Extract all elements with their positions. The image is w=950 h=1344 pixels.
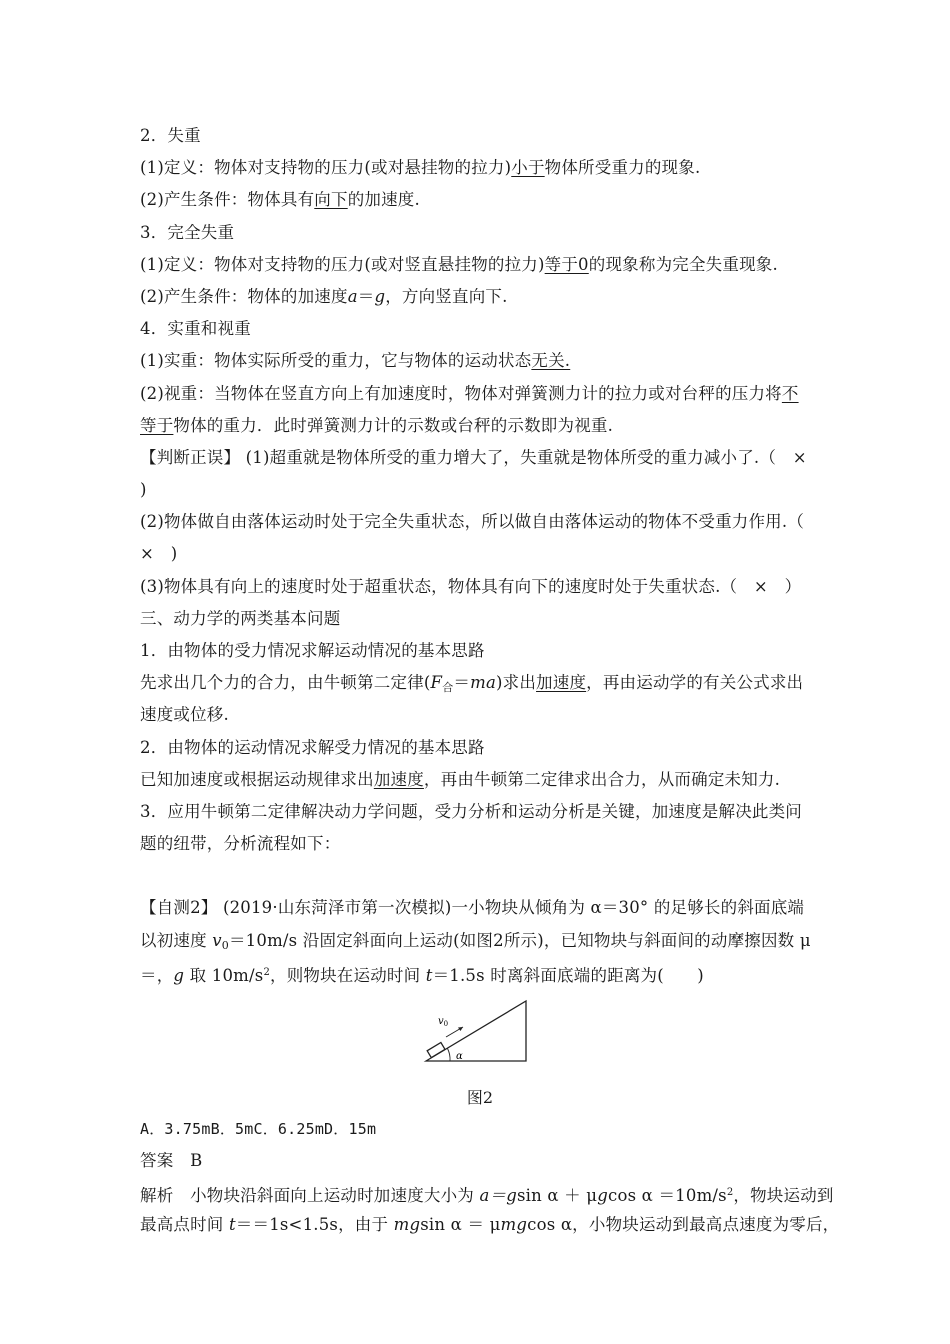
- judge-item: (2)物体做自由落体运动时处于完全失重状态，所以做自由落体运动的物体不受重力作用.（: [140, 512, 805, 532]
- judge-item: ): [140, 480, 147, 500]
- section-title: 3．完全失重: [140, 222, 235, 242]
- v0-label: [438, 1016, 448, 1028]
- paragraph: 题的纽带，分析流程如下：: [140, 834, 341, 854]
- var-g: g: [597, 1186, 608, 1206]
- text: ＝，: [140, 965, 174, 985]
- paragraph: [140, 345, 820, 377]
- paragraph: [140, 764, 820, 796]
- var-t: t: [425, 965, 433, 985]
- text: 解析 小物块沿斜面向上运动时加速度大小为: [140, 1186, 480, 1206]
- analysis: [140, 1177, 834, 1209]
- section-title: 1．由物体的受力情况求解运动情况的基本思路: [140, 641, 485, 660]
- text: (1)实重：物体实际所受的重力，它与物体的运动状态: [140, 351, 532, 371]
- paragraph: [140, 249, 820, 281]
- test-question: 【自测2】 (2019·山东菏泽市第一次模拟)一小物块从倾角为 α＝30° 的足够长的斜面底端: [140, 898, 805, 918]
- figure-caption: 图2: [466, 1087, 494, 1107]
- block: [427, 1042, 445, 1057]
- paragraph: [140, 378, 820, 410]
- text: ，再由运动学的有关公式求出: [586, 673, 804, 693]
- var-a: a: [347, 286, 358, 306]
- var-F: F: [430, 673, 443, 693]
- formula: sin α ＝ μ: [420, 1215, 501, 1235]
- subscript: 0: [221, 938, 229, 952]
- paragraph: [140, 281, 820, 313]
- answer: 答案 B: [140, 1151, 203, 1171]
- formula: mg: [500, 1215, 528, 1235]
- blank-answer: 无关.: [531, 351, 571, 371]
- blank-answer: 等于: [140, 415, 174, 435]
- superscript: 2: [726, 1187, 734, 1199]
- var-v: v: [212, 930, 222, 950]
- test-question: [140, 957, 820, 989]
- var-g: g: [374, 286, 386, 306]
- document-page: [140, 120, 840, 1242]
- formula: cos α ＝10m/s: [608, 1186, 727, 1206]
- superscript: 2: [263, 966, 270, 978]
- angle-label: α: [456, 1050, 463, 1062]
- paragraph: [140, 667, 820, 699]
- formula: a＝g: [479, 1186, 517, 1206]
- blank-answer: 等于0: [544, 254, 589, 274]
- analysis: [140, 1209, 840, 1241]
- incline-diagram: [420, 997, 540, 1067]
- text: 先求出几个力的合力，由牛顿第二定律(: [140, 673, 431, 693]
- test-question: [140, 925, 820, 957]
- text: ，则物块在运动时间: [270, 965, 426, 985]
- text: (2)视重：当物体在竖直方向上有加速度时，物体对弹簧测力计的拉力或对台秤的压力将: [140, 383, 782, 403]
- v-subscript: 0: [443, 1019, 449, 1028]
- blank-answer: 向下: [314, 190, 348, 210]
- var-ma: ma: [470, 673, 496, 693]
- text: )求出: [496, 673, 537, 693]
- section-title: 2．由物体的运动情况求解受力情况的基本思路: [140, 737, 485, 757]
- text: ，再由牛顿第二定律求出合力，从而确定未知力.: [423, 769, 781, 789]
- part-title: 三、动力学的两类基本问题: [140, 608, 341, 628]
- judge-item: 【判断正误】 (1)超重就是物体所受的重力增大了，失重就是物体所受的重力减小了.（ ×: [140, 447, 807, 467]
- text: 物体的重力．此时弹簧测力计的示数或台秤的示数即为视重.: [173, 415, 614, 435]
- incline-figure: [140, 993, 820, 1083]
- section-title: 2．失重: [140, 126, 201, 145]
- text: 最高点时间: [140, 1215, 229, 1235]
- subscript: 合: [442, 681, 454, 695]
- text: ＝10m/s 沿固定斜面向上运动(如图2所示)，已知物块与斜面间的动摩擦因数 μ: [228, 930, 811, 950]
- text: ＝: [357, 286, 375, 306]
- text: ，物块运动到: [733, 1186, 834, 1206]
- blank-answer: 加速度: [536, 673, 587, 693]
- text: 以初速度: [140, 930, 213, 950]
- text: (2)产生条件：物体的加速度: [140, 286, 348, 306]
- text: 的现象称为完全失重现象.: [588, 254, 778, 274]
- blank-answer: 加速度: [373, 769, 424, 789]
- text: ＝＝1s<1.5s，由于: [235, 1215, 394, 1235]
- text: ，方向竖直向下.: [385, 286, 508, 306]
- paragraph: [140, 410, 820, 442]
- text: cos α，小物块运动到最高点速度为零后，: [527, 1215, 840, 1235]
- text: ＝1.5s 时离斜面底端的距离为( ): [432, 965, 704, 985]
- text: 物体所受重力的现象.: [544, 158, 701, 178]
- text: 取 10m/s: [184, 965, 264, 985]
- text: 的加速度.: [347, 190, 420, 210]
- answer-options: A．3.75mB．5mC．6.25mD．15m: [140, 1119, 377, 1138]
- text: 已知加速度或根据运动规律求出: [140, 769, 374, 789]
- text: (1)定义：物体对支持物的压力(或对悬挂物的拉力): [140, 158, 512, 178]
- judge-item: (3)物体具有向上的速度时处于超重状态，物体具有向下的速度时处于失重状态.（ × ）: [140, 576, 802, 596]
- spacer: [140, 860, 820, 892]
- text: (2)产生条件：物体具有: [140, 190, 315, 210]
- var-t: t: [228, 1215, 236, 1235]
- v-symbol: v: [438, 1015, 444, 1027]
- paragraph: 3．应用牛顿第二定律解决动力学问题，受力分析和运动分析是关键，加速度是解决此类问: [140, 801, 802, 821]
- angle-arc: [448, 1048, 451, 1061]
- formula: mg: [393, 1215, 421, 1235]
- paragraph: [140, 184, 820, 216]
- judge-item: × ): [140, 544, 178, 564]
- blank-answer: 不: [781, 383, 799, 403]
- var-g: g: [173, 965, 185, 985]
- text: (1)定义：物体对支持物的压力(或对竖直悬挂物的拉力): [140, 254, 545, 274]
- section-title: 4．实重和视重: [140, 319, 251, 339]
- paragraph: 速度或位移.: [140, 705, 229, 725]
- formula: sin α ＋ μ: [516, 1186, 598, 1206]
- text: ＝: [453, 673, 471, 693]
- blank-answer: 小于: [511, 158, 545, 178]
- paragraph: [140, 152, 820, 184]
